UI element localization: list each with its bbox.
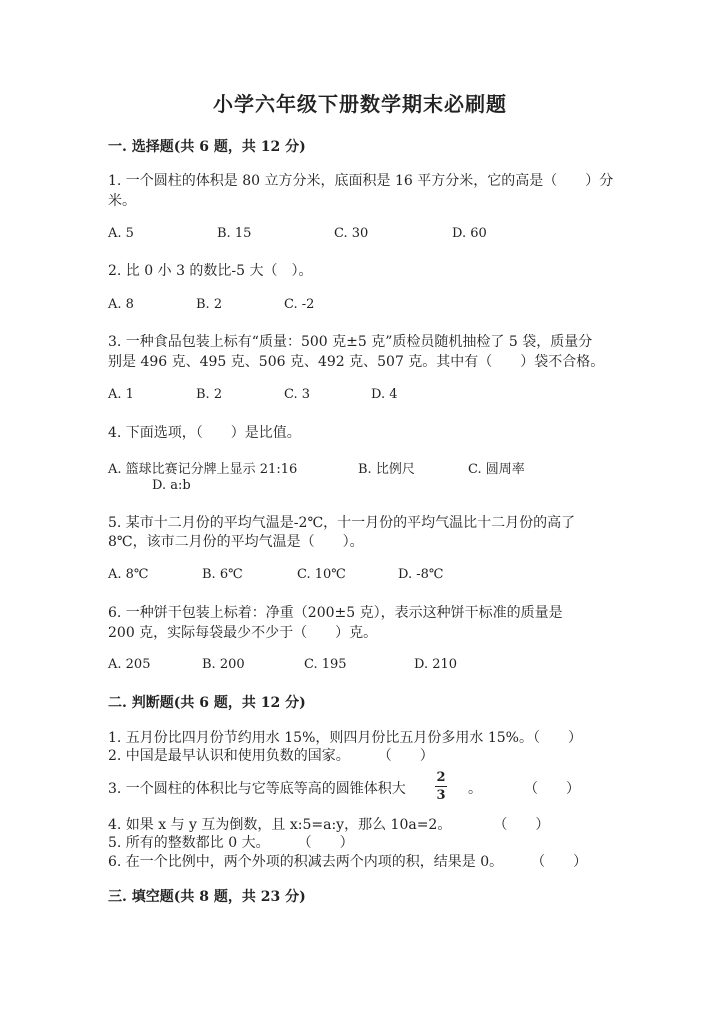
question-3-option-b[interactable]: B. 2 bbox=[196, 387, 223, 402]
question-6-text: 6. 一种饼干包装上标着：净重（200±5 克），表示这种饼干标准的质量是 bbox=[108, 605, 563, 621]
question-6-text-cont: 200 克，实际每袋最少不少于（ ）克。 bbox=[108, 625, 378, 641]
question-2-text: 2. 比 0 小 3 的数比-5 大（ ）。 bbox=[108, 263, 313, 279]
judgement-item-1: 1. 五月份比四月份节约用水 15%，则四月份比五月份多用水 15%。（ ） bbox=[108, 730, 582, 746]
question-2-option-b[interactable]: B. 2 bbox=[196, 297, 223, 312]
question-1-text: 1. 一个圆柱的体积是 80 立方分米，底面积是 16 平方分米，它的高是（ ）分 bbox=[108, 173, 614, 189]
question-4-text: 4. 下面选项，（ ）是比值。 bbox=[108, 425, 301, 441]
judgement-item-3-end: 。 bbox=[468, 781, 482, 797]
question-1-option-c[interactable]: C. 30 bbox=[334, 226, 369, 241]
question-6-option-a[interactable]: A. 205 bbox=[108, 657, 151, 672]
question-5-option-a[interactable]: A. 8℃ bbox=[108, 567, 149, 582]
question-6-option-c[interactable]: C. 195 bbox=[304, 657, 347, 672]
question-4-option-d[interactable]: D. a:b bbox=[152, 478, 191, 493]
question-3-text: 3. 一种食品包装上标有“质量：500 克±5 克”质检员随机抽检了 5 袋，质量分 bbox=[108, 334, 593, 350]
question-1-text-cont: 米。 bbox=[108, 193, 136, 209]
question-1-option-b[interactable]: B. 15 bbox=[217, 226, 252, 241]
question-5-option-b[interactable]: B. 6℃ bbox=[202, 567, 243, 582]
section-heading-choice: 一. 选择题(共 6 题，共 12 分) bbox=[108, 139, 306, 155]
question-4-option-a[interactable]: A. 篮球比赛记分牌上显示 21:16 bbox=[108, 462, 298, 477]
section-heading-judgement: 二. 判断题(共 6 题，共 12 分) bbox=[108, 695, 306, 711]
question-3-option-d[interactable]: D. 4 bbox=[371, 387, 398, 402]
judgement-item-3-answer-paren[interactable]: （ ） bbox=[524, 781, 580, 797]
question-3-text-cont: 别是 496 克、495 克、506 克、492 克、507 克。其中有（ ）袋不合格。 bbox=[108, 354, 605, 370]
question-6-option-b[interactable]: B. 200 bbox=[202, 657, 245, 672]
question-3-option-a[interactable]: A. 1 bbox=[108, 387, 134, 402]
judgement-item-3: 3. 一个圆柱的体积比与它等底等高的圆锥体积大 bbox=[108, 781, 406, 797]
judgement-item-2: 2. 中国是最早认识和使用负数的国家。 （ ） bbox=[108, 748, 434, 764]
judgement-item-5: 5. 所有的整数都比 0 大。 （ ） bbox=[108, 835, 354, 851]
fraction-denominator: 3 bbox=[436, 788, 446, 803]
question-2-option-c[interactable]: C. -2 bbox=[284, 297, 315, 312]
fraction-numerator: 2 bbox=[436, 770, 446, 785]
question-3-option-c[interactable]: C. 3 bbox=[284, 387, 311, 402]
question-1-option-d[interactable]: D. 60 bbox=[452, 226, 487, 241]
question-5-text: 5. 某市十二月份的平均气温是-2℃，十一月份的平均气温比十二月份的高了 bbox=[108, 515, 576, 531]
question-5-option-c[interactable]: C. 10℃ bbox=[297, 567, 346, 582]
judgement-item-6: 6. 在一个比例中，两个外项的积减去两个内项的积，结果是 0。 （ ） bbox=[108, 854, 588, 870]
question-2-option-a[interactable]: A. 8 bbox=[108, 297, 134, 312]
question-5-option-d[interactable]: D. -8℃ bbox=[398, 567, 444, 582]
question-5-text-cont: 8℃，该市二月份的平均气温是（ ）。 bbox=[108, 534, 364, 550]
judgement-item-4: 4. 如果 x 与 y 互为倒数，且 x:5=a:y，那么 10a=2。 （ ） bbox=[108, 817, 550, 833]
question-4-option-c[interactable]: C. 圆周率 bbox=[468, 462, 525, 477]
question-4-option-b[interactable]: B. 比例尺 bbox=[358, 462, 415, 477]
fraction-bar bbox=[435, 786, 447, 787]
question-1-option-a[interactable]: A. 5 bbox=[108, 226, 134, 241]
page-title: 小学六年级下册数学期末必刷题 bbox=[213, 92, 507, 116]
question-6-option-d[interactable]: D. 210 bbox=[414, 657, 458, 672]
section-heading-fill-in: 三. 填空题(共 8 题，共 23 分) bbox=[108, 889, 306, 905]
